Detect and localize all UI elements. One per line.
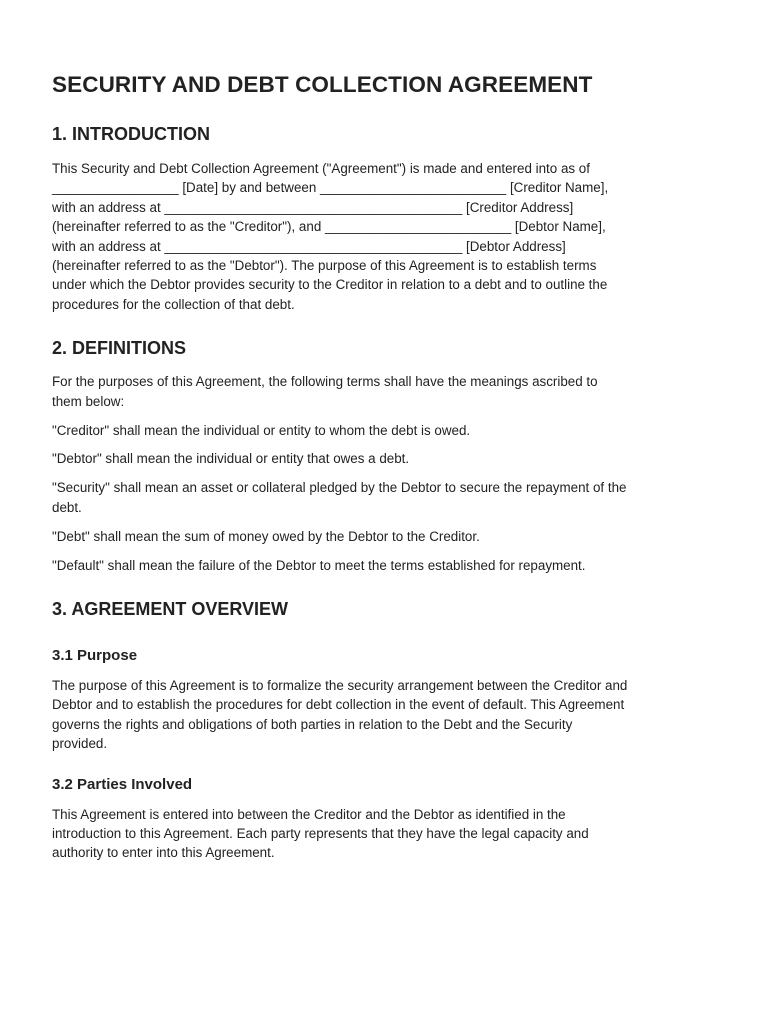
definition-security (52, 478, 732, 517)
section-heading-introduction: 1. INTRODUCTION (52, 124, 211, 144)
document-title: SECURITY AND DEBT COLLECTION AGREEMENT (52, 72, 593, 97)
text-line: "Debtor" shall mean the individual or entity that owes a debt. (52, 451, 410, 467)
text-line: governs the rights and obligations of both parties in relation to the Debt and the Security (52, 716, 573, 732)
text-line: with an address at ________________________________________ [Creditor Address] (52, 199, 574, 215)
parties-involved-paragraph (52, 805, 732, 863)
definitions-intro-paragraph (52, 372, 732, 411)
text-line: (hereinafter referred to as the "Debtor"). The purpose of this Agreement is to establish terms (52, 258, 597, 274)
definition-default (52, 556, 732, 575)
text-line: debt. (52, 499, 82, 515)
text-line: This Security and Debt Collection Agreement ("Agreement") is made and entered into as of (52, 161, 590, 176)
purpose-paragraph (52, 676, 732, 754)
text-line: The purpose of this Agreement is to formalize the security arrangement between the Creditor and (52, 678, 628, 693)
definition-debt (52, 527, 732, 546)
text-line: "Default" shall mean the failure of the Debtor to meet the terms established for repayment. (52, 557, 586, 573)
document-page (52, 70, 732, 863)
text-line: Debtor and to establish the procedures for debt collection in the event of default. This Agreement (52, 697, 625, 713)
text-line: under which the Debtor provides security to the Creditor in relation to a debt and to outline the (52, 277, 608, 293)
text-line: For the purposes of this Agreement, the following terms shall have the meanings ascribed to (52, 374, 598, 390)
subsection-heading-parties-involved: 3.2 Parties Involved (52, 775, 193, 793)
introduction-paragraph (52, 159, 732, 314)
text-line: authority to enter into this Agreement. (52, 845, 275, 861)
text-line: procedures for the collection of that debt. (52, 296, 295, 312)
text-line: _________________ [Date] by and between _________________________ [Creditor Name], (52, 180, 609, 196)
definition-creditor (52, 421, 732, 440)
text-line: (hereinafter referred to as the "Creditor"), and _________________________ [Debtor Name], (52, 219, 606, 235)
text-line: "Debt" shall mean the sum of money owed by the Debtor to the Creditor. (52, 528, 480, 544)
text-line: "Creditor" shall mean the individual or entity to whom the debt is owed. (52, 422, 471, 438)
subsection-heading-purpose: 3.1 Purpose (52, 647, 138, 664)
text-line: them below: (52, 393, 125, 409)
text-line: introduction to this Agreement. Each party represents that they have the legal capacity and (52, 826, 589, 842)
section-heading-agreement-overview: 3. AGREEMENT OVERVIEW (52, 599, 289, 619)
text-line: with an address at ________________________________________ [Debtor Address] (52, 238, 566, 254)
text-line: provided. (52, 736, 108, 752)
text-line: "Security" shall mean an asset or collateral pledged by the Debtor to secure the repayment of the (52, 480, 627, 496)
text-line: This Agreement is entered into between the Creditor and the Debtor as identified in the (52, 806, 566, 822)
section-heading-definitions: 2. DEFINITIONS (52, 338, 187, 359)
definition-debtor (52, 449, 732, 468)
